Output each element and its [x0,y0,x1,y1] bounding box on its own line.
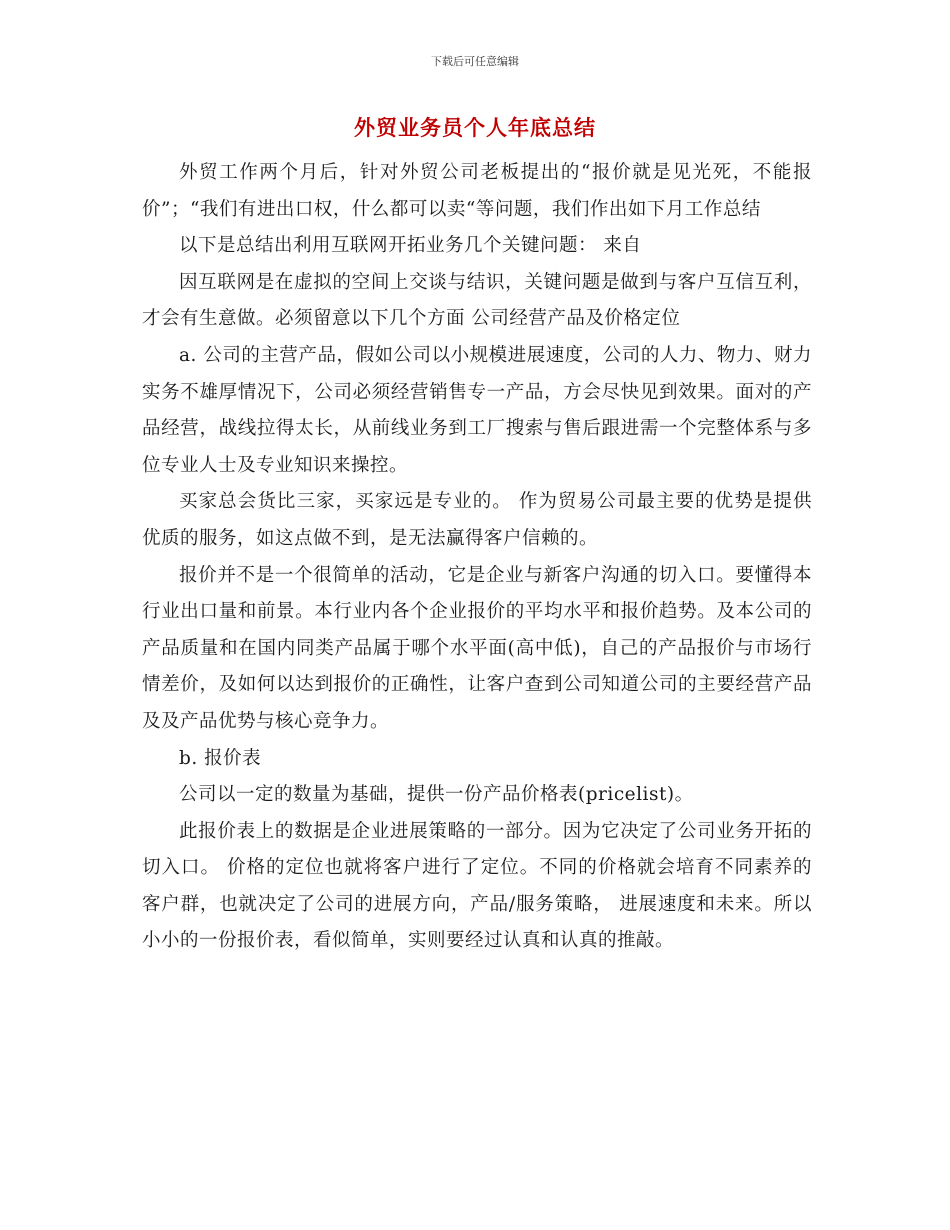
paragraph-strategy: 此报价表上的数据是企业进展策略的一部分。因为它决定了公司业务开拓的切入口。 价格的定位也就将客户进行了定位。不同的价格就会培育不同素养的客户群，也就决定了公司的进展方向，产品/服务策略， 进展速度和未来。所以小小的一份报价表，看似简单，实则要经过认真和认真的推敲。 [142,820,812,952]
paragraph-price-list: 公司以一定的数量为基础，提供一份产品价格表(pricelist)。 [179,784,694,806]
document-body [142,155,812,960]
paragraph-buyers: 买家总会货比三家，买家远是专业的。 作为贸易公司最主要的优势是提供优质的服务，如这点做不到，是无法赢得客户信赖的。 [142,491,812,549]
paragraph-price-list-heading: b. 报价表 [179,747,262,769]
paragraph-quotation: 报价并不是一个很简单的活动，它是企业与新客户沟通的切入口。要懂得本行业出口量和前景。本行业内各个企业报价的平均水平和报价趋势。及本公司的产品质量和在国内同类产品属于哪个水平面(高中低)，自己的产品报价与市场行情差价，及如何以达到报价的正确性，让客户查到公司知道公司的主要经营产品及及产品优势与核心竞争力。 [142,564,812,732]
paragraph-intro: 外贸工作两个月后，针对外贸公司老板提出的“报价就是见光死，不能报价”；“我们有进出口权，什么都可以卖“等问题，我们作出如下月工作总结 [142,162,812,220]
document-title: 外贸业务员个人年底总结 [354,116,596,140]
header-note: 下载后可任意编辑 [431,55,519,68]
paragraph-key-issues: 以下是总结出利用互联网开拓业务几个关键问题： 来自 [179,235,642,257]
paragraph-main-products: a. 公司的主营产品，假如公司以小规模进展速度，公司的人力、物力、财力实务不雄厚情况下，公司必须经营销售专一产品，方会尽快见到效果。面对的产品经营，战线拉得太长，从前线业务到工厂搜索与售后跟进需一个完整体系与多位专业人士及专业知识来操控。 [142,344,812,476]
paragraph-internet: 因互联网是在虚拟的空间上交谈与结识，关键问题是做到与客户互信互利，才会有生意做。必须留意以下几个方面 公司经营产品及价格定位 [142,271,812,330]
